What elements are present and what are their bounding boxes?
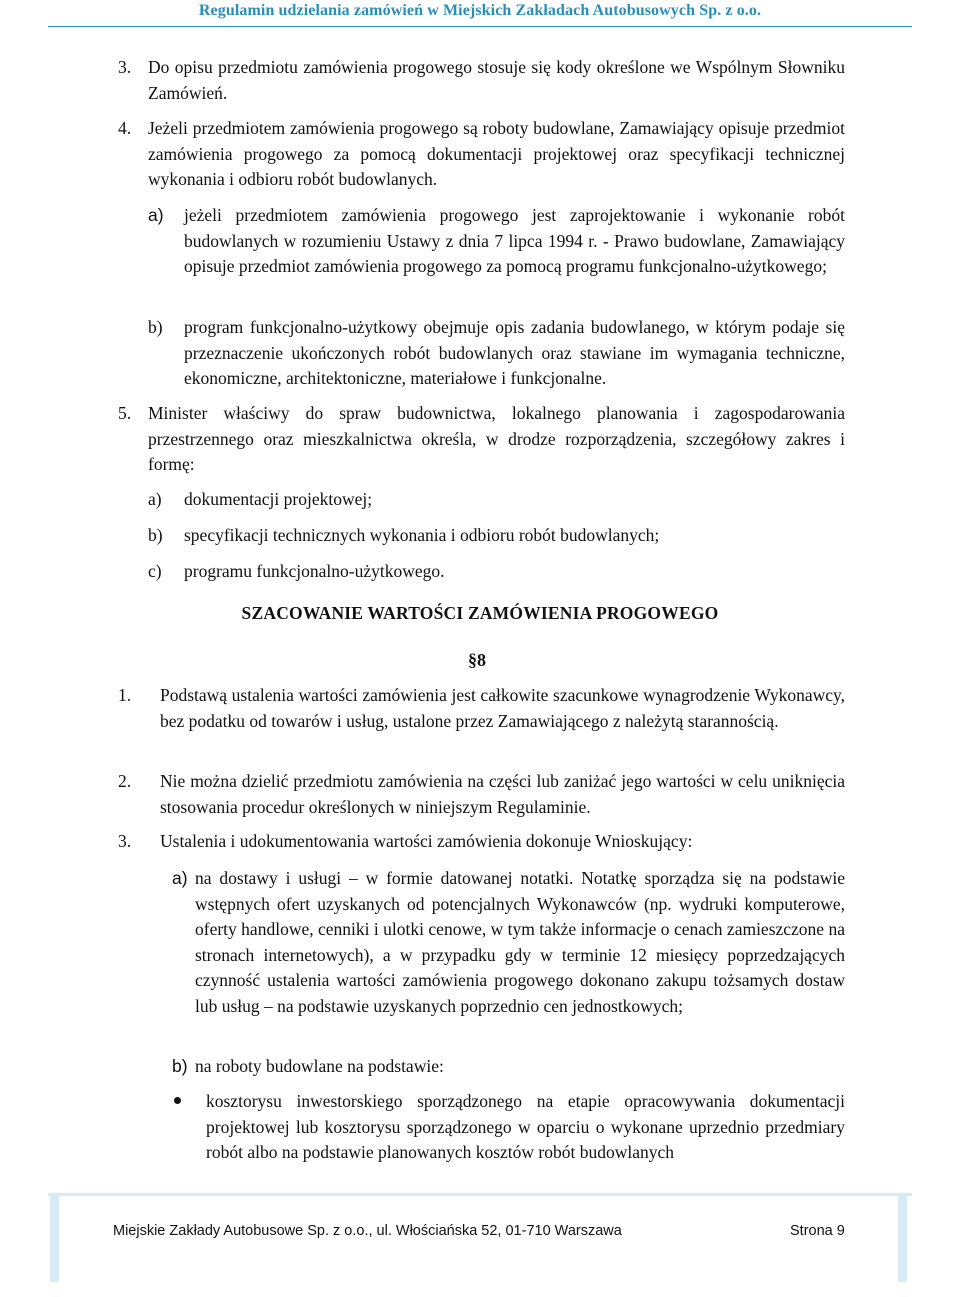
item-4b-text: program funkcjonalno-użytkowy obejmuje opis zadania budowlanego, w którym podaje się przeznaczenie ukończonych robót budowlanych oraz stawiane im wymagania techniczne, ekonomiczne, architektoniczne, materiałowe i funkcjonalne.	[184, 317, 845, 388]
s8-item-2-text: Nie można dzielić przedmiotu zamówienia na części lub zaniżać jego wartości w celu uniknięcia stosowania procedur określonych w niniejszym Regulaminie.	[160, 771, 845, 817]
s8-item-3-number: 3.	[118, 831, 132, 851]
s8-item-3b-text: na roboty budowlane na podstawie:	[195, 1056, 444, 1076]
s8-item-3a-text: na dostawy i usługi – w formie datowanej notatki. Notatkę sporządza się na podstawie wstępnych ofert uzyskanych od potencjalnych Wykonawców (np. wydruki komputerowe, oferty handlowe, cenniki i ulotki cenowe, w tym także informacje o cenach zamieszczone na stronach internetowych), a w przypadku gdy w terminie 12 miesięcy poprzedzających czynność ustalenia wartości zamówienia progowego dokonano zakupu tożsamych dostaw lub usług – na podstawie uzyskanych poprzednio cen jednostkowych;	[195, 868, 845, 1016]
s8-item-1-number: 1.	[118, 685, 132, 705]
item-5-text: Minister właściwy do spraw budownictwa, lokalnego planowania i zagospodarowania przestrzennego oraz mieszkalnictwa określa, w drodze rozporządzenia, szczegółowy zakres i formę:	[148, 403, 845, 474]
item-5b-text: specyfikacji technicznych wykonania i odbioru robót budowlanych;	[184, 525, 660, 545]
s8-item-3a-label: a)	[172, 868, 188, 888]
item-4a-text: jeżeli przedmiotem zamówienia progowego jest zaprojektowanie i wykonanie robót budowlanych w rozumieniu Ustawy z dnia 7 lipca 1994 r. - Prawo budowlane, Zamawiający opisuje przedmiot zamówienia progowego za pomocą programu funkcjonalno-użytkowego;	[184, 205, 845, 276]
footer-divider	[48, 1193, 912, 1196]
item-3-text: Do opisu przedmiotu zamówienia progowego stosuje się kody określone we Wspólnym Słowniku Zamówień.	[148, 57, 845, 103]
bullet-icon	[174, 1097, 181, 1104]
item-5-number: 5.	[118, 403, 132, 423]
running-header: Regulamin udzielania zamówień w Miejskich Zakładach Autobusowych Sp. z o.o.	[198, 2, 762, 19]
s8-item-3b-label: b)	[172, 1056, 188, 1076]
item-5c-text: programu funkcjonalno-użytkowego.	[184, 561, 445, 581]
item-4b-label: b)	[148, 317, 163, 337]
item-4a-label: a)	[148, 205, 164, 225]
item-5c-label: c)	[148, 561, 162, 581]
footer-left-bar	[50, 1196, 59, 1282]
item-5a-label: a)	[148, 489, 162, 509]
header-divider	[48, 26, 912, 27]
item-5b-label: b)	[148, 525, 163, 545]
item-5a-text: dokumentacji projektowej;	[184, 489, 373, 509]
footer-page-number: Strona 9	[790, 1223, 845, 1239]
item-4-number: 4.	[118, 118, 132, 138]
s8-item-3b-bullet-text: kosztorysu inwestorskiego sporządzonego na etapie opracowywania dokumentacji projektowej lub kosztorysu sporządzonego w oparciu o wykonane uprzednio przedmiary robót albo na podstawie planowanych kosztów robót budowlanych	[206, 1091, 845, 1162]
s8-item-2-number: 2.	[118, 771, 132, 791]
footer-address: Miejskie Zakłady Autobusowe Sp. z o.o., ul. Włościańska 52, 01-710 Warszawa	[113, 1223, 622, 1239]
footer-right-bar	[898, 1196, 907, 1282]
item-4-text: Jeżeli przedmiotem zamówienia progowego są roboty budowlane, Zamawiający opisuje przedmiot zamówienia progowego za pomocą dokumentacji projektowej oraz specyfikacji technicznej wykonania i odbioru robót budowlanych.	[148, 118, 845, 189]
paragraph-sign: §8	[468, 650, 486, 670]
s8-item-3-text: Ustalenia i udokumentowania wartości zamówienia dokonuje Wnioskujący:	[160, 831, 693, 851]
section-heading: SZACOWANIE WARTOŚCI ZAMÓWIENIA PROGOWEGO	[241, 603, 719, 623]
item-3-number: 3.	[118, 57, 132, 77]
s8-item-1-text: Podstawą ustalenia wartości zamówienia jest całkowite szacunkowe wynagrodzenie Wykonawcy, bez podatku od towarów i usług, ustalone przez Zamawiającego z należytą starannością.	[160, 685, 845, 731]
